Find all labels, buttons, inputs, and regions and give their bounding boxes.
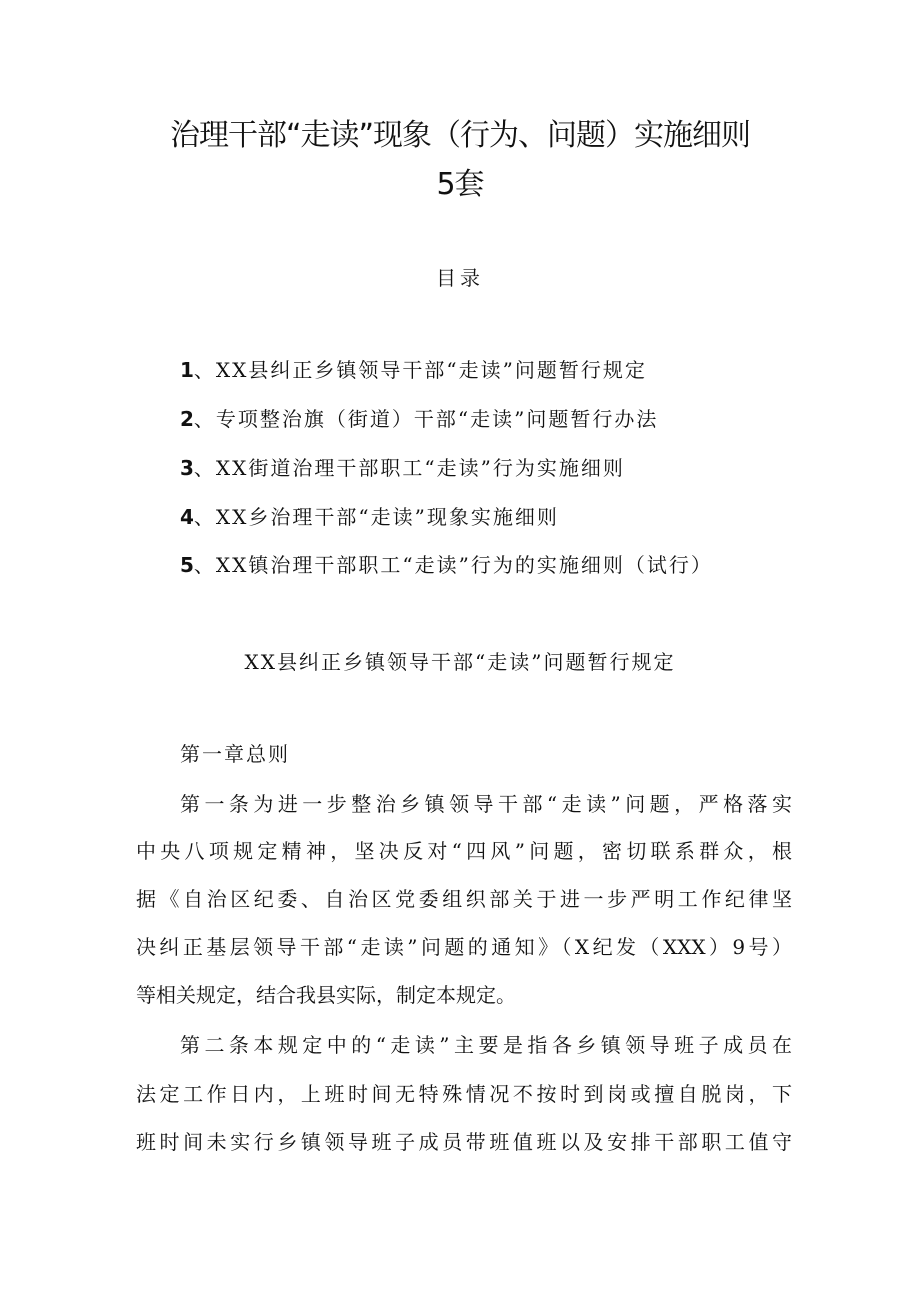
toc-item-number: 1	[180, 358, 194, 382]
paragraph-line: 班时间未实行乡镇领导班子成员带班值班以及安排干部职工值守	[136, 1130, 792, 1154]
toc-item-text: XX镇治理干部职工“走读”行为的实施细则（试行）	[215, 553, 713, 577]
toc-item-text: 专项整治旗（街道）干部“走读”问题暂行办法	[215, 407, 659, 431]
toc-item-separator: 、	[193, 553, 216, 577]
paragraph-line: 法定工作日内，上班时间无特殊情况不按时到岗或擅自脱岗，下	[136, 1082, 792, 1106]
section-title: XX县纠正乡镇领导干部“走读”问题暂行规定	[244, 650, 676, 674]
toc-item-number: 4	[180, 505, 194, 529]
toc-item	[180, 356, 820, 384]
toc-item-text: XX县纠正乡镇领导干部“走读”问题暂行规定	[215, 358, 647, 382]
toc-item	[180, 503, 820, 531]
toc-item-separator: 、	[193, 358, 216, 382]
toc-item	[180, 551, 820, 579]
paragraph-line: 第一条为进一步整治乡镇领导干部“走读”问题，严格落实	[180, 792, 792, 816]
paragraph-line: 据《自治区纪委、自治区党委组织部关于进一步严明工作纪律坚	[136, 887, 792, 911]
chapter-heading: 第一章总则	[180, 742, 290, 766]
toc-heading: 目录	[436, 266, 484, 290]
toc-item-number: 5	[180, 553, 194, 577]
toc-item	[180, 405, 820, 433]
paragraph-line: 第二条本规定中的“走读”主要是指各乡镇领导班子成员在	[180, 1033, 792, 1057]
paragraph-line: 决纠正基层领导干部“走读”问题的通知》（X纪发（XXX）9号）	[136, 935, 792, 959]
toc-item-separator: 、	[193, 456, 216, 480]
paragraph-line: 等相关规定，结合我县实际，制定本规定。	[136, 983, 516, 1007]
toc-item	[180, 454, 820, 482]
toc-item-number: 2	[180, 407, 194, 431]
toc-item-text: XX乡治理干部“走读”现象实施细则	[215, 505, 559, 529]
paragraph-line: 中央八项规定精神，坚决反对“四风”问题，密切联系群众，根	[136, 839, 792, 863]
toc-item-number: 3	[180, 456, 194, 480]
toc-item-separator: 、	[193, 505, 216, 529]
document-title: 治理干部“走读”现象（行为、问题）实施细则	[169, 118, 751, 153]
document-title-subtitle: 5套	[436, 167, 484, 202]
toc-item-separator: 、	[193, 407, 216, 431]
toc-item-text: XX街道治理干部职工“走读”行为实施细则	[215, 456, 625, 480]
